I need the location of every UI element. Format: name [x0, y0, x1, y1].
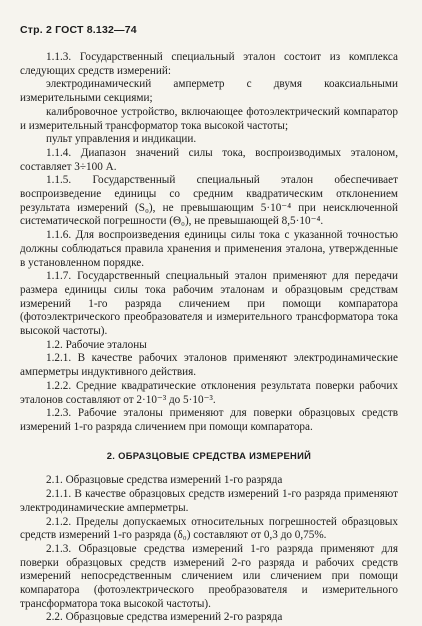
paragraph-1-1-5: 1.1.5. Государственный специальный эталон обеспечивает воспроизведение единицы со средним квадратическим отклонением результата измерений (S₀), не превышающим 5·10⁻⁴ при неисключенной систематической погрешности (Θ₀), не превышающей 8,5·10⁻⁴. — [20, 174, 398, 228]
paragraph-2-1-1: 2.1.1. В качестве образцовых средств измерений 1-го разряда применяют электродинамические амперметры. — [20, 488, 398, 514]
paragraph-1-1-4: 1.1.4. Диапазон значений силы тока, воспроизводимых эталоном, составляет 3÷100 А. — [20, 146, 398, 173]
paragraph-1-2-3: 1.2.3. Рабочие эталоны применяют для поверки образцовых средств измерений 1-го разряда сличением при помощи компаратора. — [20, 407, 398, 433]
page-header: Стр. 2 ГОСТ 8.132—74 — [20, 24, 137, 36]
list-item-control-panel: пульт управления и индикации. — [46, 133, 197, 146]
list-item-calibration-device: калибровочное устройство, включающее фотоэлектрический компаратор и измерительный трансформатор тока высокой частоты; — [20, 105, 398, 132]
paragraph-1-2-1: 1.2.1. В качестве рабочих эталонов применяют электродинамические амперметры индуктивного действия. — [20, 352, 398, 379]
list-item-ammeter: электродинамический амперметр с двумя коаксиальными измерительными секциями; — [20, 78, 398, 105]
subheading-2-2: 2.2. Образцовые средства измерений 2-го разряда — [46, 611, 283, 624]
subheading-2-1: 2.1. Образцовые средства измерений 1-го разряда — [46, 474, 283, 487]
section-title: 2. ОБРАЗЦОВЫЕ СРЕДСТВА ИЗМЕРЕНИЙ — [106, 449, 312, 461]
paragraph-1-1-7: 1.1.7. Государственный специальный эталон применяют для передачи размера единицы силы тока рабочим эталонам и образцовым средствам измерений 1-го разряда сличением при помощи компаратора (фотоэлектрического преобразователя и измерительного трансформатора тока высокой частоты). — [20, 270, 398, 338]
subheading-1-2: 1.2. Рабочие эталоны — [46, 338, 147, 351]
paragraph-1-1-3: 1.1.3. Государственный специальный эталон состоит из комплекса следующих средств измерений: — [20, 51, 398, 77]
paragraph-2-1-2: 2.1.2. Пределы допускаемых относительных погрешностей образцовых средств измерений 1-го разряда (δ₀) составляют от 0,3 до 0,75%. — [20, 515, 398, 542]
document-body — [20, 51, 398, 625]
paragraph-1-1-6: 1.1.6. Для воспроизведения единицы силы тока с указанной точностью должны соблюдаться правила хранения и применения эталона, утвержденные в установленном порядке. — [20, 229, 398, 269]
paragraph-1-2-2: 1.2.2. Средние квадратические отклонения результата поверки рабочих эталонов составляют от 2·10⁻³ до 5·10⁻³. — [20, 379, 398, 406]
paragraph-2-1-3: 2.1.3. Образцовые средства измерений 1-го разряда применяют для поверки образцовых средств измерений 2-го разряда и рабочих средств измерений непосредственным сличением или сличением при помощи компаратора (фотоэлектрического преобразователя и измерительного трансформатора тока высокой частоты). — [20, 542, 398, 610]
